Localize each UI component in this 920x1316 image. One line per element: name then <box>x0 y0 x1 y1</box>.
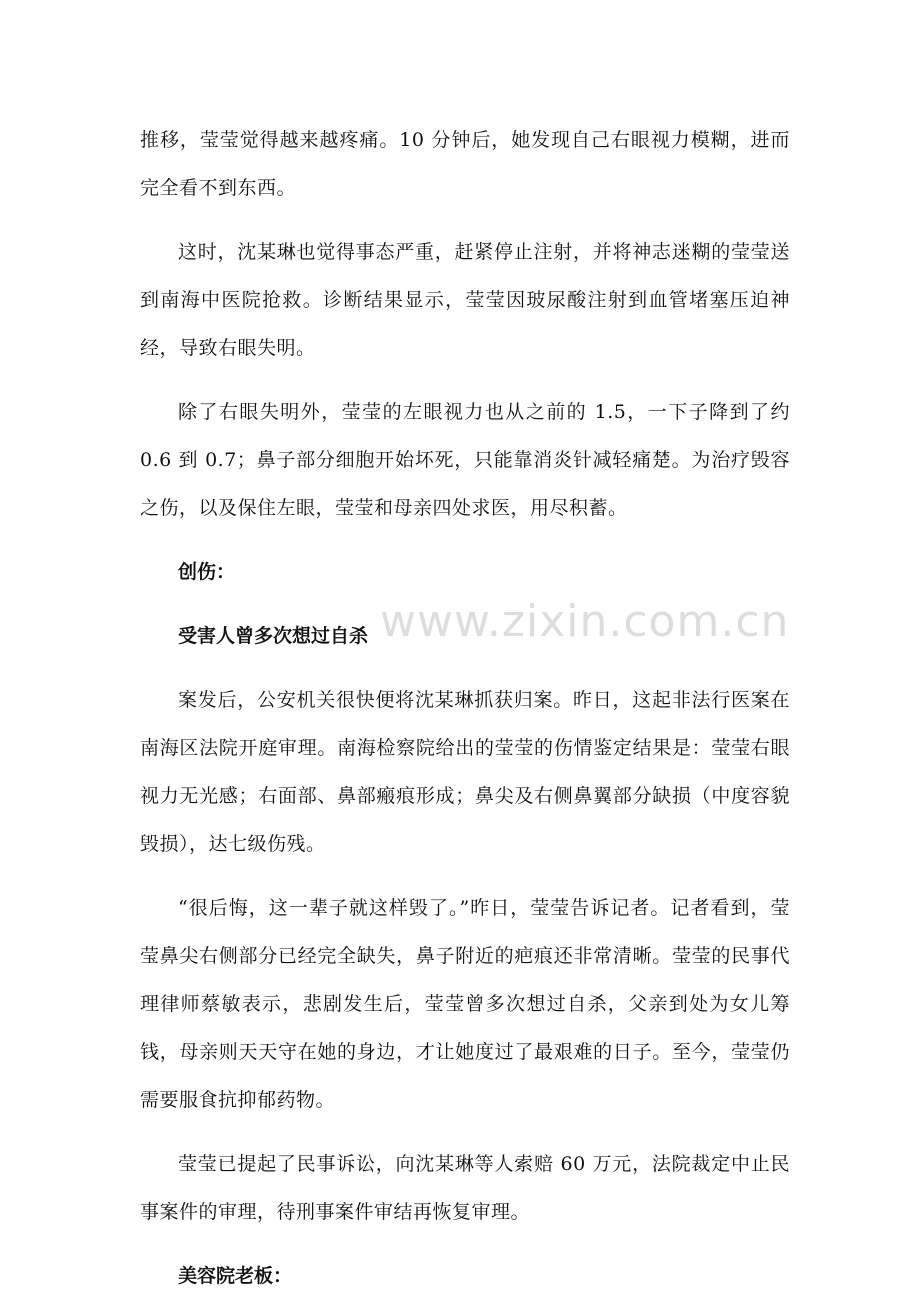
section-subheading-suicide: 受害人曾多次想过自杀 <box>178 625 369 647</box>
watermark-text: www.zixin.com.cn <box>380 596 790 647</box>
article-body <box>140 116 790 1316</box>
paragraph-rescue: 这时，沈某琳也觉得事态严重，赶紧停止注射，并将神志迷糊的莹莹送到南海中医院抢救。诊断结果显示，莹莹因玻尿酸注射到血管堵塞压迫神经，导致右眼失明。 <box>140 241 790 359</box>
paragraph-lawsuit: 莹莹已提起了民事诉讼，向沈某琳等人索赔 60 万元，法院裁定中止民事案件的审理，待刑事案件审结再恢复审理。 <box>140 1153 790 1223</box>
paragraph-regret: “很后悔，这一辈子就这样毁了。”昨日，莹莹告诉记者。记者看到，莹莹鼻尖右侧部分已经完全缺失，鼻子附近的疤痕还非常清晰。莹莹的民事代理律师蔡敏表示，悲剧发生后，莹莹曾多次想过自杀，父亲到处为女儿筹钱，母亲则天天守在她的身边，才让她度过了最艰难的日子。至今，莹莹仍需要服食抗抑郁药物。 <box>140 897 790 1111</box>
paragraph-continuation: 推移，莹莹觉得越来越疼痛。10 分钟后，她发现自己右眼视力模糊，进而完全看不到东西。 <box>140 129 790 199</box>
section-heading-trauma: 创伤： <box>178 561 236 583</box>
section-heading-salon-owner: 美容院老板： <box>178 1265 293 1287</box>
paragraph-left-eye: 除了右眼失明外，莹莹的左眼视力也从之前的 1.5，一下子降到了约 0.6 到 0.7；鼻子部分细胞开始坏死，只能靠消炎针减轻痛楚。为治疗毁容之伤，以及保住左眼，莹莹和母亲四处求医，用尽积蓄。 <box>140 401 790 519</box>
paragraph-trial: 案发后，公安机关很快便将沈某琳抓获归案。昨日，这起非法行医案在南海区法院开庭审理。南海检察院给出的莹莹的伤情鉴定结果是：莹莹右眼视力无光感；右面部、鼻部瘢痕形成；鼻尖及右侧鼻翼部分缺损（中度容貌毁损），达七级伤残。 <box>140 689 790 855</box>
